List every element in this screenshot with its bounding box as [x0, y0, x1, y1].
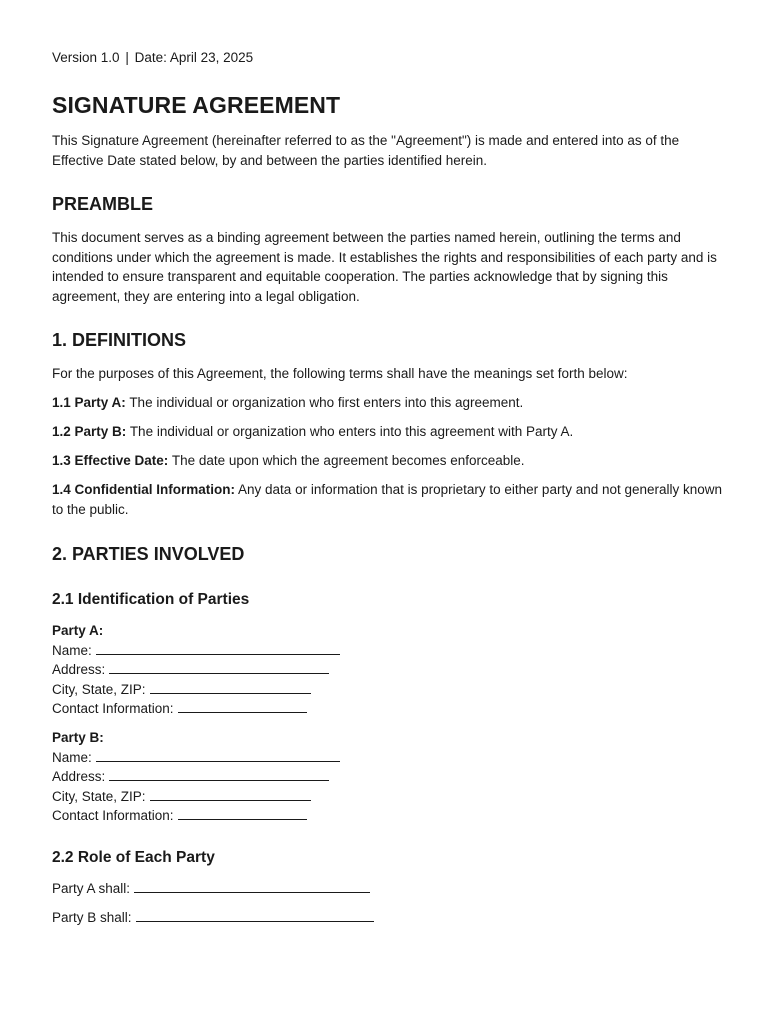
party-a-address-row — [52, 660, 329, 680]
definition-item — [52, 393, 732, 413]
party-a-label: Party A: — [52, 623, 104, 638]
party-b-name-row — [52, 748, 340, 768]
party-b-address-row — [52, 767, 329, 787]
name-label: Name: — [52, 750, 92, 765]
party-a-name-field[interactable] — [96, 642, 340, 655]
definition-term: 1.3 Effective Date: — [52, 453, 169, 468]
contact-label: Contact Information: — [52, 808, 174, 823]
party-a-role-row — [52, 879, 370, 899]
party-b-contact-row — [52, 806, 307, 826]
contact-label: Contact Information: — [52, 701, 174, 716]
definition-term: 1.2 Party B: — [52, 424, 127, 439]
party-a-role-field[interactable] — [134, 880, 370, 893]
party-b-city-field[interactable] — [150, 788, 311, 801]
party-b-contact-field[interactable] — [178, 807, 307, 820]
definition-term: 1.1 Party A: — [52, 395, 126, 410]
identification-heading: 2.1 Identification of Parties — [52, 591, 250, 608]
party-a-city-field[interactable] — [150, 681, 311, 694]
party-a-city-row — [52, 680, 311, 700]
definition-term: 1.4 Confidential Information: — [52, 482, 236, 497]
address-label: Address: — [52, 769, 106, 784]
version-line — [52, 49, 253, 67]
preamble-heading: PREAMBLE — [52, 194, 154, 214]
definition-item — [52, 480, 732, 519]
definition-text: The date upon which the agreement becomes enforceable. — [171, 453, 525, 468]
party-b-address-field[interactable] — [109, 768, 329, 781]
roles-heading: 2.2 Role of Each Party — [52, 849, 215, 866]
party-b-role-label: Party B shall: — [52, 910, 132, 925]
intro-paragraph: This Signature Agreement (hereinafter referred to as the "Agreement") is made and entered into as of the Effective Date stated below, by and between the parties identified herein. — [52, 133, 680, 168]
document-date: Date: April 23, 2025 — [134, 50, 254, 65]
definitions-heading: 1. DEFINITIONS — [52, 330, 187, 350]
version-separator: | — [125, 50, 129, 65]
definition-item — [52, 422, 732, 442]
party-b-role-field[interactable] — [136, 909, 374, 922]
party-a-role-label: Party A shall: — [52, 881, 131, 896]
definition-item — [52, 451, 732, 471]
party-a-address-field[interactable] — [109, 661, 329, 674]
version-label: Version 1.0 — [52, 50, 120, 65]
party-a-contact-row — [52, 699, 307, 719]
definition-text: Any data or information that is proprietary to either party and not generally known to the public. — [52, 482, 723, 517]
preamble-paragraph: This document serves as a binding agreement between the parties named herein, outlining the terms and conditions under which the agreement is made. It establishes the rights and responsibilities of each party and is intended to ensure transparent and equitable cooperation. The parties acknowledge that by signing this agreement, they are entering into a legal obligation. — [52, 230, 717, 304]
address-label: Address: — [52, 662, 106, 677]
party-b-name-field[interactable] — [96, 749, 340, 762]
name-label: Name: — [52, 643, 92, 658]
party-b-label: Party B: — [52, 730, 104, 745]
party-a-name-row — [52, 641, 340, 661]
party-b-role-row — [52, 908, 374, 928]
party-a-contact-field[interactable] — [178, 700, 307, 713]
city-label: City, State, ZIP: — [52, 682, 146, 697]
definitions-intro: For the purposes of this Agreement, the following terms shall have the meanings set forth below: — [52, 366, 628, 381]
document-title: SIGNATURE AGREEMENT — [52, 92, 341, 118]
city-label: City, State, ZIP: — [52, 789, 146, 804]
parties-heading: 2. PARTIES INVOLVED — [52, 544, 245, 564]
definition-text: The individual or organization who first enters into this agreement. — [129, 395, 524, 410]
party-b-city-row — [52, 787, 311, 807]
definition-text: The individual or organization who enters into this agreement with Party A. — [129, 424, 574, 439]
